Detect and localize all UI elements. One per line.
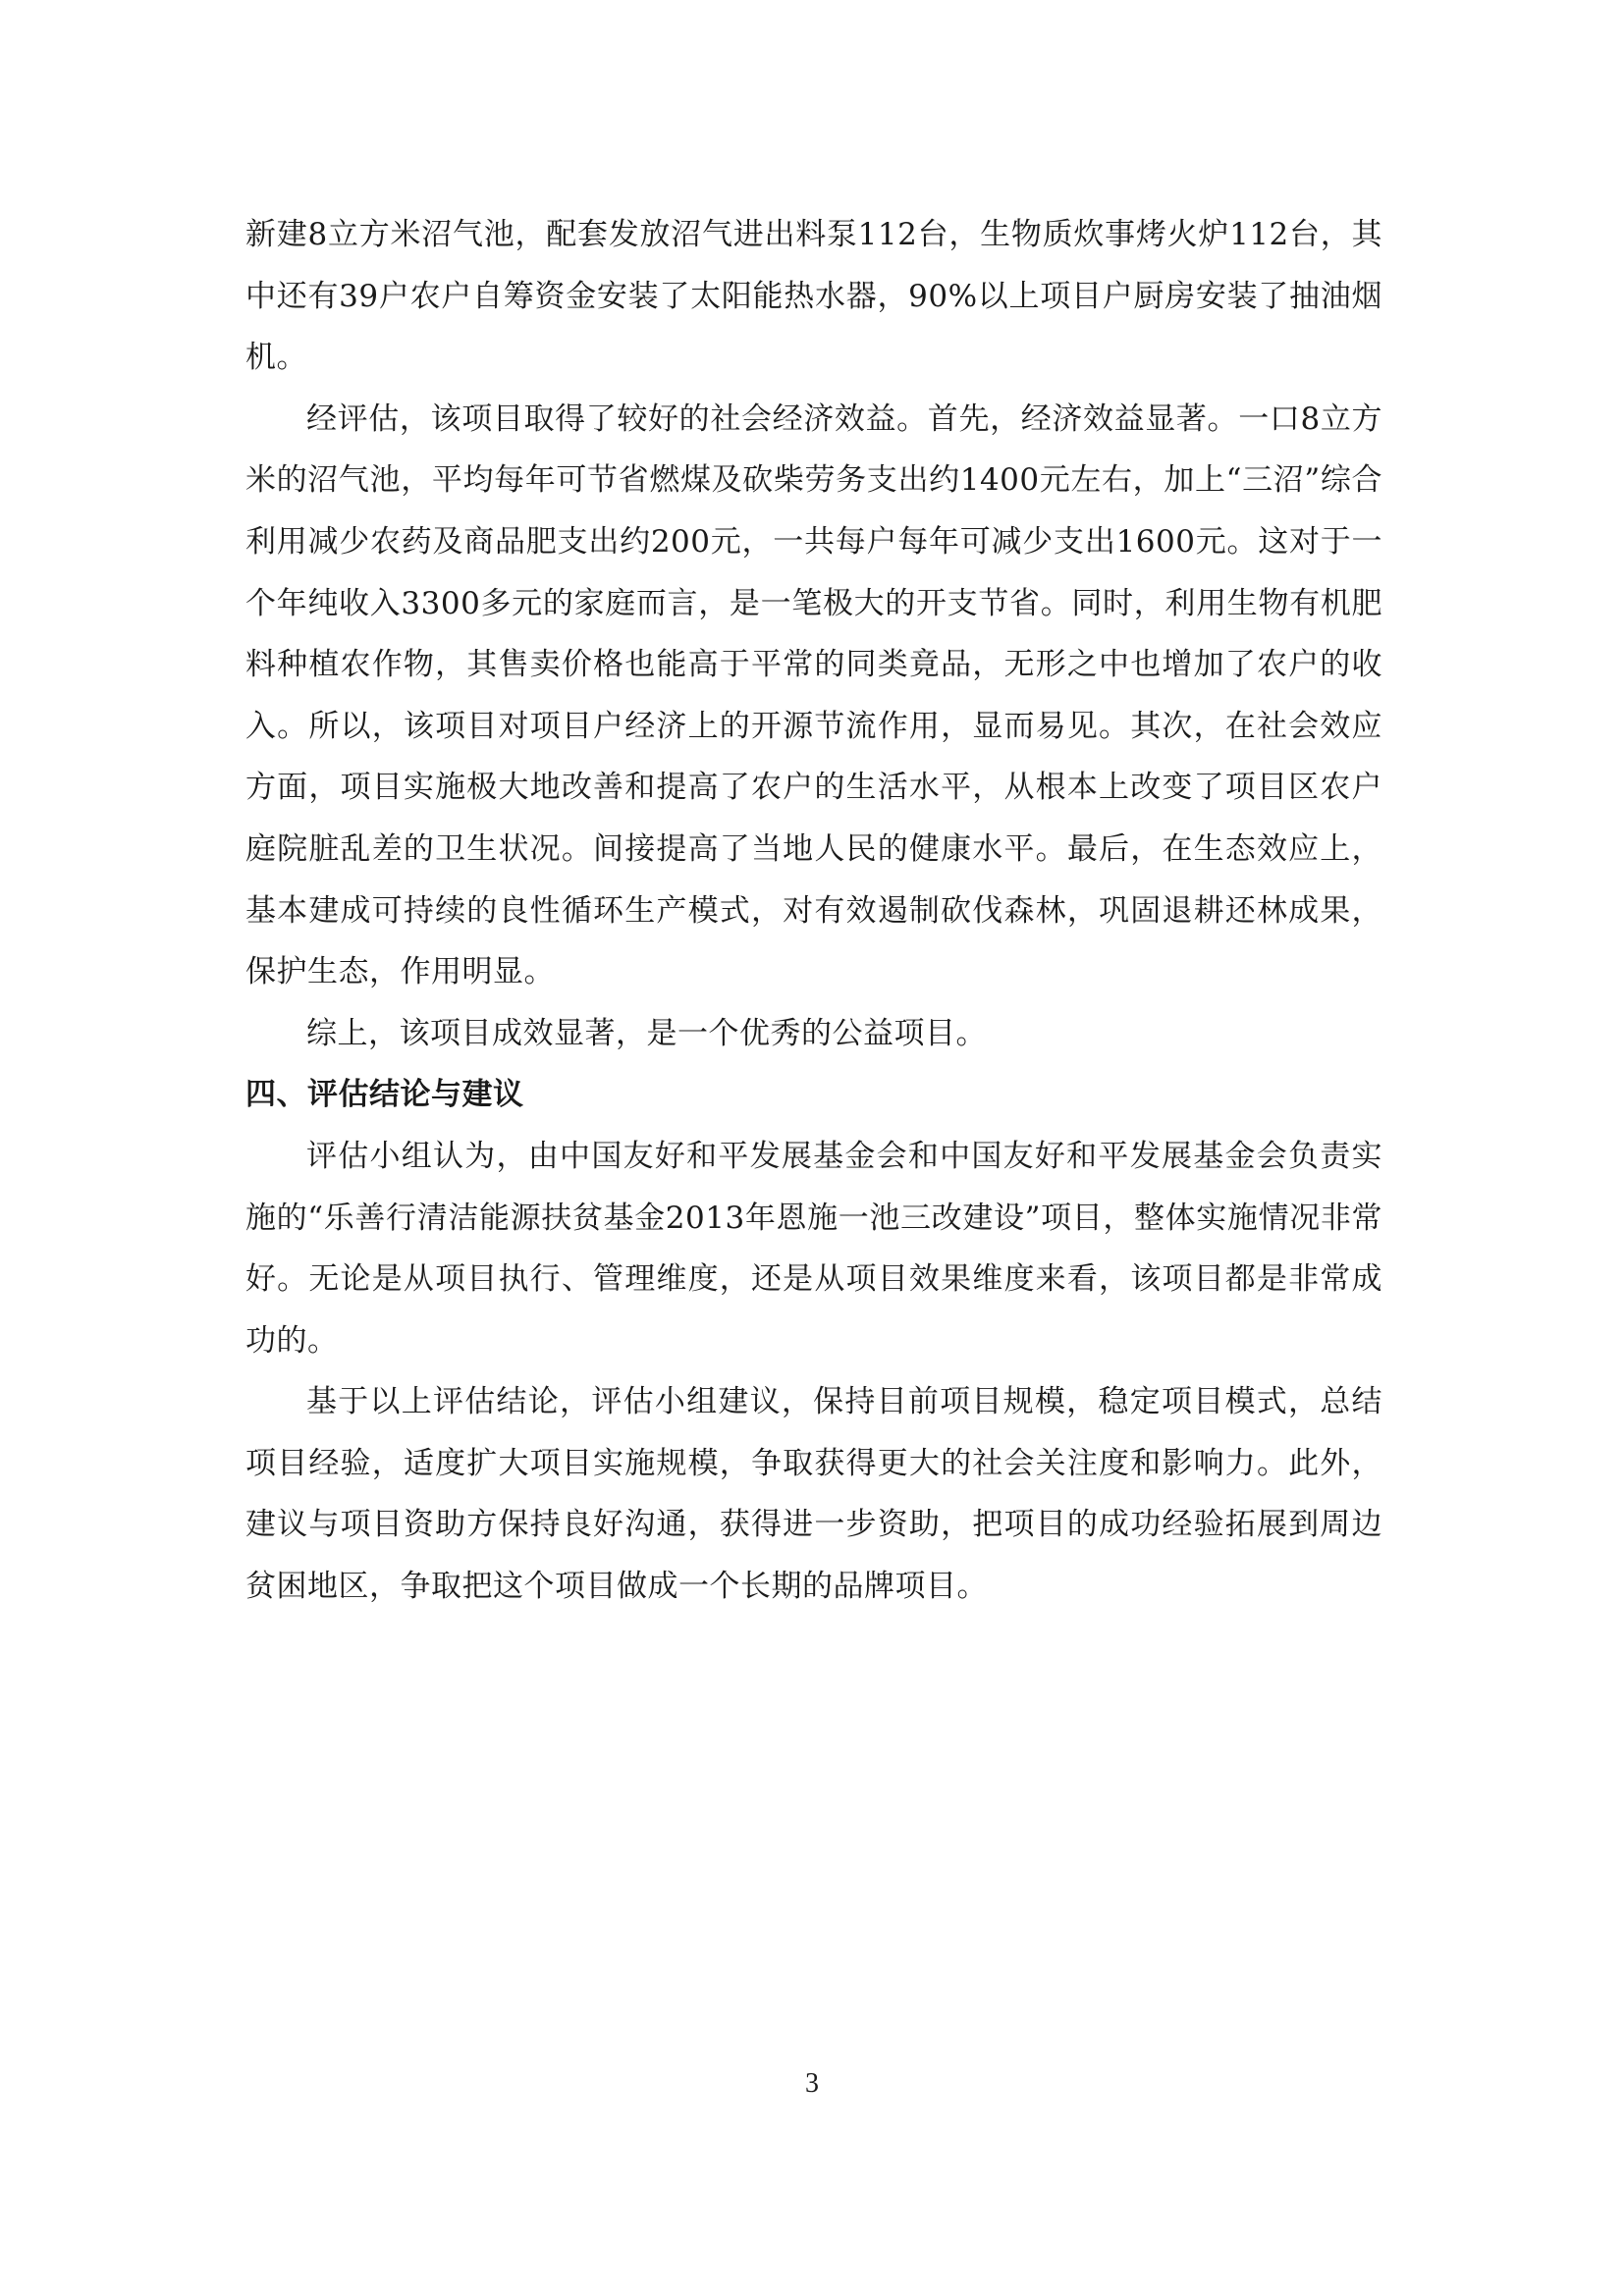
page-number: 3 <box>805 2068 819 2099</box>
paragraph-summary: 综上，该项目成效显著，是一个优秀的公益项目。 <box>306 1015 987 1051</box>
paragraph-benefit-evaluation: 经评估，该项目取得了较好的社会经济效益。首先，经济效益显著。一口8立方米的沼气池，平均每年可节省燃煤及砍柴劳务支出约1400元左右，加上“三沼”综合利用减少农药及商品肥支出约200元，一共每户每年可减少支出1600元。这对于一个年纯收入3300多元的家庭而言，是一笔极大的开支节省。同时，利用生物有机肥料种植农作物，其售卖价格也能高于平常的同类竟品，无形之中也增加了农户的收入。所以，该项目对项目户经济上的开源节流作用，显而易见。其次，在社会效应方面，项目实施极大地改善和提高了农户的生活水平，从根本上改变了项目区农户庭院脏乱差的卫生状况。间接提高了当地人民的健康水平。最后，在生态效应上，基本建成可持续的良性循环生产模式，对有效遏制砍伐森林，巩固退耕还林成果，保护生态，作用明显。 <box>245 400 1382 990</box>
section-heading-conclusion: 四、评估结论与建议 <box>245 1077 524 1113</box>
paragraph-evaluation-conclusion: 评估小组认为，由中国友好和平发展基金会和中国友好和平发展基金会负责实施的“乐善行清洁能源扶贫基金2013年恩施一池三改建设”项目，整体实施情况非常好。无论是从项目执行、管理维度，还是从项目效果维度来看，该项目都是非常成功的。 <box>245 1138 1382 1359</box>
paragraph-project-construction: 新建8立方米沼气池，配套发放沼气进出料泵112台，生物质炊事烤火炉112台，其中还有39户农户自筹资金安装了太阳能热水器，90%以上项目户厨房安装了抽油烟机。 <box>245 217 1382 376</box>
paragraph-recommendations: 基于以上评估结论，评估小组建议，保持目前项目规模，稳定项目模式，总结项目经验，适度扩大项目实施规模，争取获得更大的社会关注度和影响力。此外，建议与项目资助方保持良好沟通，获得进一步资助，把项目的成功经验拓展到周边贫困地区，争取把这个项目做成一个长期的品牌项目。 <box>245 1384 1382 1605</box>
page-body <box>245 204 1382 1618</box>
